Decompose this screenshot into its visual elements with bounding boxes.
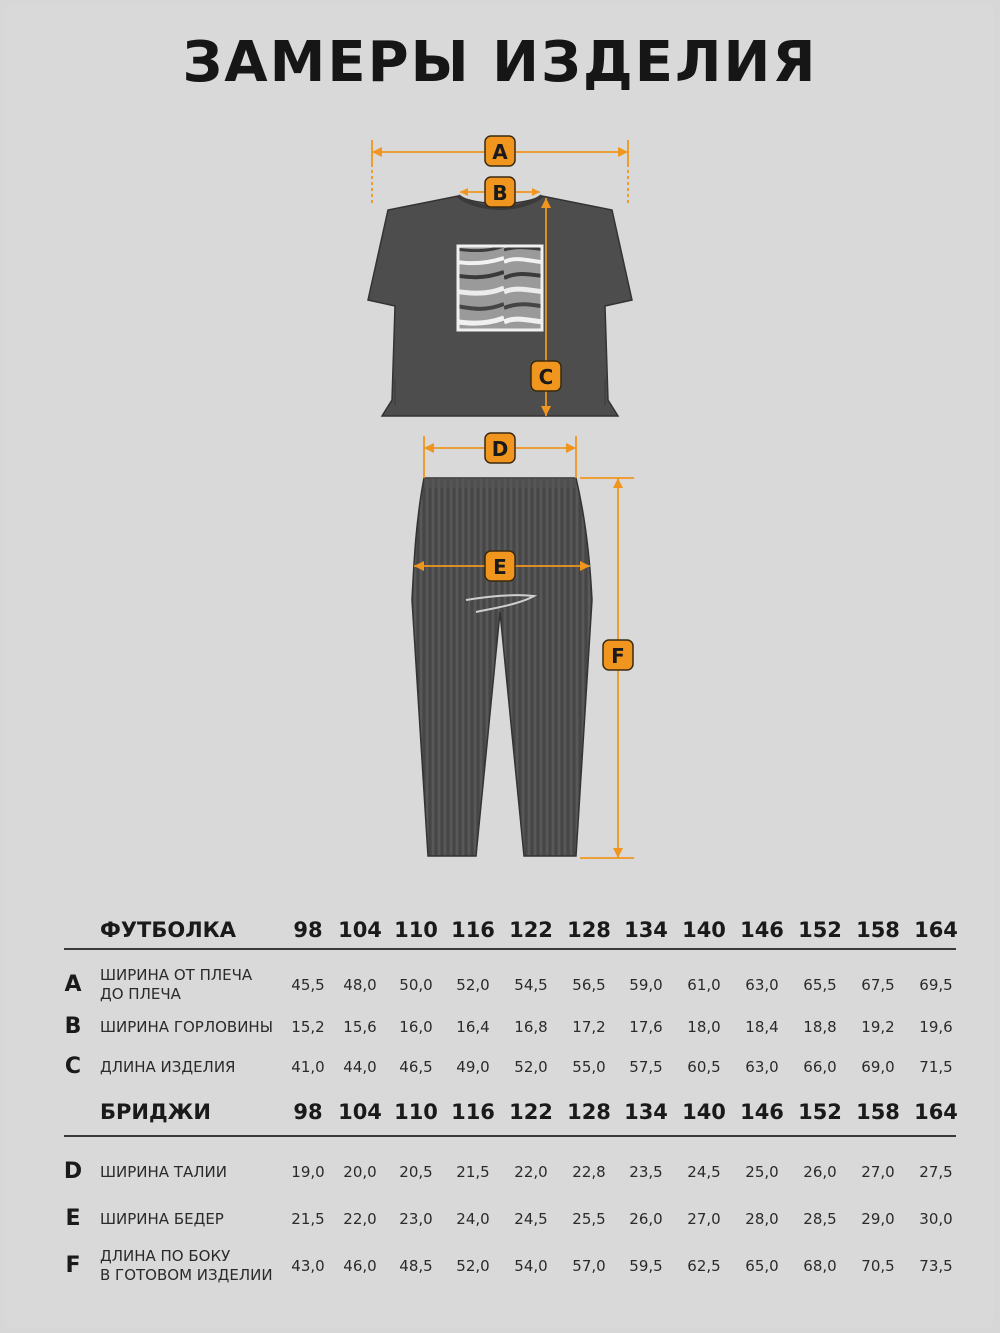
tshirt-row-letter: B [64,1014,82,1039]
marker-d [485,433,515,463]
row-label-line1: ШИРИНА БЕДЕР [100,1210,224,1228]
breeches-size-164: 164 [914,1100,958,1124]
page-title: ЗАМЕРЫ ИЗДЕЛИЯ [182,30,818,95]
breeches-value-cell: 22,0 [343,1210,377,1228]
tshirt-value-cell: 69,5 [919,976,953,994]
breeches-row-letter: F [65,1253,81,1278]
breeches-size-152: 152 [798,1100,842,1124]
tshirt-value-cell: 45,5 [291,976,325,994]
tshirt-value-cell: 52,0 [456,976,490,994]
breeches-value-cell: 73,5 [919,1257,953,1275]
tshirt-size-104: 104 [338,918,382,942]
breeches-value-cell: 25,0 [745,1163,779,1181]
breeches-value-cell: 23,0 [399,1210,433,1228]
tshirt-value-cell: 18,4 [745,1018,779,1036]
row-label-line2: В ГОТОВОМ ИЗДЕЛИИ [100,1266,273,1284]
tshirt-value-cell: 17,6 [629,1018,663,1036]
breeches-value-cell: 19,0 [291,1163,325,1181]
breeches-section-title: БРИДЖИ [100,1100,211,1124]
breeches-value-cell: 62,5 [687,1257,721,1275]
tshirt-size-98: 98 [293,918,323,942]
marker-e [485,551,515,581]
tshirt-size-116: 116 [451,918,495,942]
breeches-value-cell: 26,0 [629,1210,663,1228]
tshirt-size-122: 122 [509,918,553,942]
tshirt-value-cell: 71,5 [919,1058,953,1076]
breeches-size-122: 122 [509,1100,553,1124]
marker-c [531,361,561,391]
tshirt-drawing [368,196,632,416]
breeches-value-cell: 25,5 [572,1210,606,1228]
tshirt-size-164: 164 [914,918,958,942]
tshirt-value-cell: 54,5 [514,976,548,994]
print-graphic [458,246,542,330]
svg-text:B: B [492,181,508,205]
tshirt-value-cell: 19,2 [861,1018,895,1036]
breeches-size-104: 104 [338,1100,382,1124]
tshirt-size-140: 140 [682,918,726,942]
svg-text:A: A [492,140,508,164]
breeches-value-cell: 24,0 [456,1210,490,1228]
marker-a [485,136,515,166]
breeches-size-158: 158 [856,1100,900,1124]
breeches-value-cell: 29,0 [861,1210,895,1228]
tshirt-size-134: 134 [624,918,668,942]
tshirt-section-title: ФУТБОЛКА [100,918,237,942]
tshirt-value-cell: 15,6 [343,1018,377,1036]
tshirt-value-cell: 16,8 [514,1018,548,1036]
row-label-line1: ДЛИНА ПО БОКУ [100,1247,231,1265]
tshirt-size-146: 146 [740,918,784,942]
breeches-value-cell: 23,5 [629,1163,663,1181]
breeches-row-letter: D [63,1159,83,1184]
tshirt-value-cell: 59,0 [629,976,663,994]
tshirt-value-cell: 16,4 [456,1018,490,1036]
tshirt-value-cell: 52,0 [514,1058,548,1076]
tshirt-value-cell: 41,0 [291,1058,325,1076]
breeches-value-cell: 70,5 [861,1257,895,1275]
tshirt-value-cell: 65,5 [803,976,837,994]
breeches-size-146: 146 [740,1100,784,1124]
tshirt-value-cell: 69,0 [861,1058,895,1076]
row-label-line1: ШИРИНА ОТ ПЛЕЧА [100,966,253,984]
breeches-row-letter: E [65,1206,81,1231]
tshirt-value-cell: 67,5 [861,976,895,994]
tshirt-value-cell: 66,0 [803,1058,837,1076]
breeches-value-cell: 65,0 [745,1257,779,1275]
svg-text:D: D [491,437,509,461]
tshirt-size-128: 128 [567,918,611,942]
breeches-value-cell: 20,0 [343,1163,377,1181]
breeches-value-cell: 68,0 [803,1257,837,1275]
breeches-value-cell: 59,5 [629,1257,663,1275]
tshirt-value-cell: 19,6 [919,1018,953,1036]
tshirt-row-letter: C [64,1054,82,1079]
svg-text:E: E [493,555,507,579]
breeches-value-cell: 27,5 [919,1163,953,1181]
breeches-value-cell: 57,0 [572,1257,606,1275]
tshirt-size-158: 158 [856,918,900,942]
breeches-value-cell: 24,5 [514,1210,548,1228]
marker-f [603,640,633,670]
breeches-value-cell: 30,0 [919,1210,953,1228]
tshirt-row-letter: A [64,972,82,997]
tshirt-value-cell: 63,0 [745,1058,779,1076]
breeches-value-cell: 20,5 [399,1163,433,1181]
breeches-size-116: 116 [451,1100,495,1124]
breeches-size-98: 98 [293,1100,323,1124]
svg-text:C: C [538,365,554,389]
row-label-line1: ШИРИНА ГОРЛОВИНЫ [100,1018,273,1036]
row-label-line2: ДО ПЛЕЧА [100,985,181,1003]
tshirt-value-cell: 46,5 [399,1058,433,1076]
breeches-value-cell: 22,0 [514,1163,548,1181]
tshirt-value-cell: 49,0 [456,1058,490,1076]
tshirt-value-cell: 48,0 [343,976,377,994]
breeches-value-cell: 54,0 [514,1257,548,1275]
breeches-drawing [412,478,592,856]
breeches-value-cell: 24,5 [687,1163,721,1181]
row-label-line1: ШИРИНА ТАЛИИ [100,1163,227,1181]
tshirt-value-cell: 61,0 [687,976,721,994]
tshirt-value-cell: 44,0 [343,1058,377,1076]
tshirt-size-152: 152 [798,918,842,942]
row-label-line1: ДЛИНА ИЗДЕЛИЯ [100,1058,236,1076]
tshirt-value-cell: 57,5 [629,1058,663,1076]
breeches-value-cell: 43,0 [291,1257,325,1275]
marker-b [485,177,515,207]
svg-text:F: F [611,644,625,668]
tshirt-value-cell: 55,0 [572,1058,606,1076]
breeches-value-cell: 21,5 [456,1163,490,1181]
tshirt-value-cell: 56,5 [572,976,606,994]
breeches-value-cell: 52,0 [456,1257,490,1275]
tshirt-value-cell: 50,0 [399,976,433,994]
tshirt-value-cell: 60,5 [687,1058,721,1076]
breeches-value-cell: 28,0 [745,1210,779,1228]
breeches-value-cell: 21,5 [291,1210,325,1228]
breeches-value-cell: 46,0 [343,1257,377,1275]
tshirt-value-cell: 16,0 [399,1018,433,1036]
breeches-size-110: 110 [394,1100,438,1124]
tshirt-value-cell: 18,8 [803,1018,837,1036]
breeches-value-cell: 28,5 [803,1210,837,1228]
breeches-value-cell: 26,0 [803,1163,837,1181]
breeches-value-cell: 27,0 [861,1163,895,1181]
tshirt-size-110: 110 [394,918,438,942]
breeches-value-cell: 48,5 [399,1257,433,1275]
tshirt-value-cell: 63,0 [745,976,779,994]
tshirt-value-cell: 15,2 [291,1018,325,1036]
tshirt-value-cell: 17,2 [572,1018,606,1036]
breeches-value-cell: 27,0 [687,1210,721,1228]
breeches-size-134: 134 [624,1100,668,1124]
breeches-value-cell: 22,8 [572,1163,606,1181]
tshirt-value-cell: 18,0 [687,1018,721,1036]
breeches-size-128: 128 [567,1100,611,1124]
breeches-size-140: 140 [682,1100,726,1124]
